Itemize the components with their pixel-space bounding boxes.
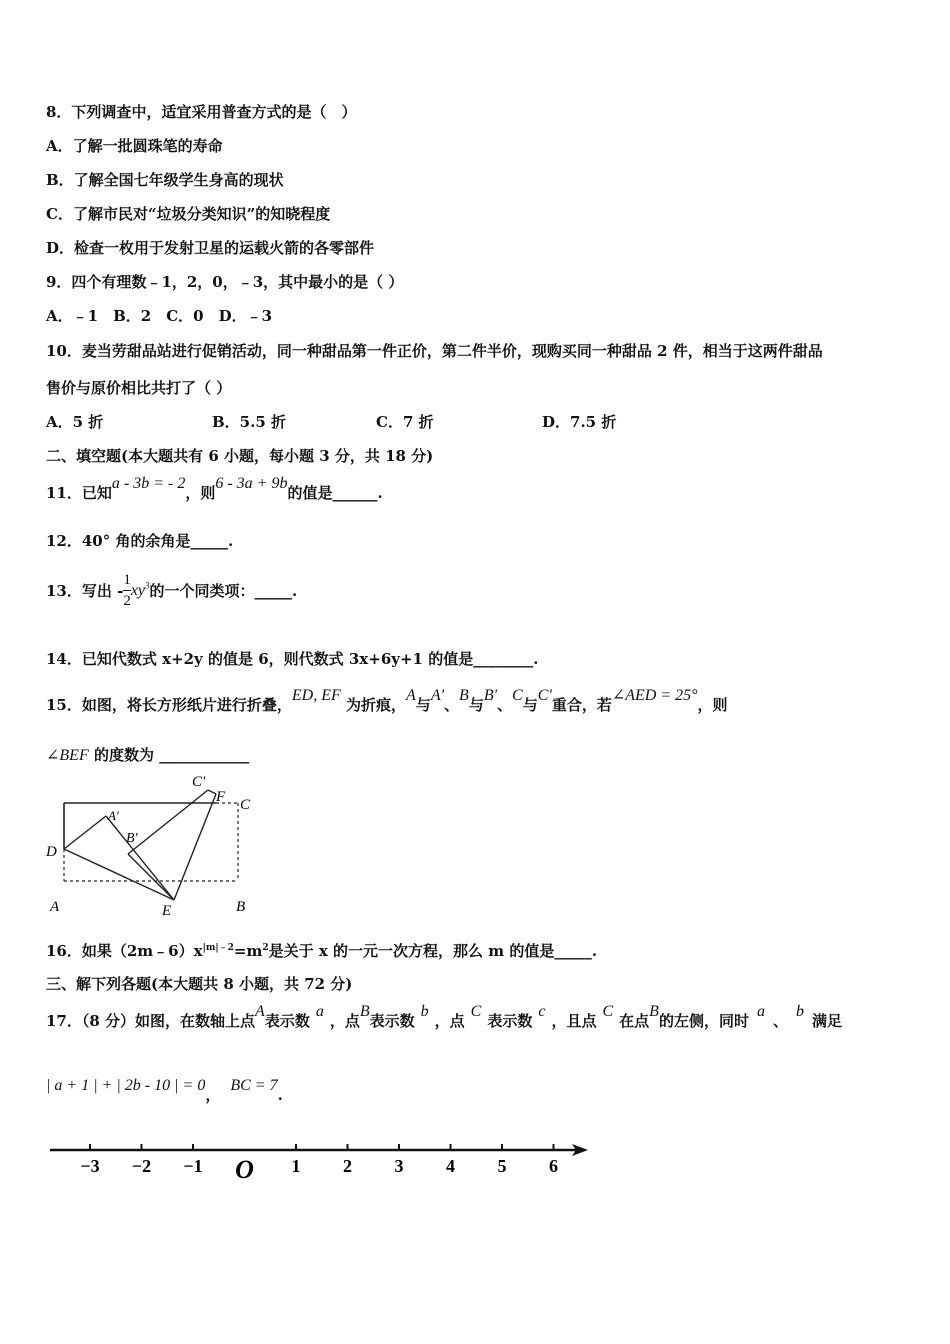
tick-label: 1 — [291, 1156, 301, 1176]
q11-expression: 6 - 3a + 9b — [215, 475, 288, 492]
number-line — [40, 1130, 600, 1190]
q15-text1: 为折痕， — [346, 696, 407, 714]
q15-angle-bef: ∠BEF — [46, 747, 89, 764]
tick-label: 5 — [497, 1156, 507, 1176]
q15-prefix: 15．如图，将长方形纸片进行折叠， — [46, 696, 292, 714]
q17-point-c2: C — [602, 1003, 614, 1020]
fold-fc1 — [208, 790, 216, 794]
q15-yu3: 与 — [522, 696, 538, 714]
q8-option-c: C．了解市民对“垃圾分类知识”的知晓程度 — [46, 205, 331, 223]
q17-text5: ，点 — [434, 1012, 465, 1030]
q17-text8: 在点 — [619, 1012, 650, 1030]
label-a: A — [50, 899, 60, 915]
q13-denominator: 2 — [123, 590, 131, 611]
q8-stem: 8．下列调查中，适宜采用普查方式的是（ ） — [46, 103, 357, 121]
q17-text10: 、 — [772, 1012, 788, 1030]
q17-var-b: b — [420, 1003, 429, 1020]
q11-mid: ，则 — [185, 484, 216, 502]
q9-options: A．﹣1 B．2 C．0 D．﹣3 — [46, 307, 273, 325]
crease-de — [64, 849, 174, 900]
crease-ef — [174, 794, 216, 900]
q15-point-b: B — [459, 687, 469, 704]
q17-text11: 满足 — [811, 1012, 842, 1030]
q9-stem: 9．四个有理数﹣1，2，0，﹣3，其中最小的是（ ） — [46, 273, 404, 291]
q17-var-b2: b — [795, 1003, 804, 1020]
q15-point-b1: B' — [483, 687, 498, 704]
q15-text3: ，则 — [697, 696, 728, 714]
q11-suffix: 的值是______. — [287, 484, 383, 502]
fold-da1 — [64, 816, 106, 849]
q10-stem-line1: 10．麦当劳甜品站进行促销活动，同一种甜品第一件正价，第二件半价，现购买同一种甜品 2 件，相当于这两件甜品 — [46, 342, 823, 360]
q15-text2: 重合，若 — [551, 696, 612, 714]
q10-option-a: A．5 折 — [46, 413, 104, 431]
q8-option-a: A．了解一批圆珠笔的寿命 — [46, 137, 223, 155]
q17-text9: 的左侧，同时 — [658, 1012, 749, 1030]
label-b: B — [236, 899, 246, 915]
q17-var-c: c — [538, 1003, 546, 1020]
q13-numerator: 1 — [123, 572, 131, 588]
q16-exponent: |m|﹣2 — [202, 943, 234, 953]
q15-point-c: C — [512, 687, 523, 704]
q15-yu2: 与 — [468, 696, 484, 714]
q17-text7: ，且点 — [551, 1012, 597, 1030]
q17-var-a2: a — [756, 1003, 765, 1020]
q11-prefix: 11．已知 — [46, 484, 112, 502]
label-f: F — [216, 789, 226, 805]
q17-comma: ， — [205, 1086, 221, 1104]
q8-option-d: D．检查一枚用于发射卫星的运载火箭的各零部件 — [46, 239, 375, 257]
q17-var-a: a — [315, 1003, 324, 1020]
q17-line2 — [46, 1075, 283, 1104]
tick-label: −1 — [183, 1156, 203, 1176]
q11 — [46, 475, 383, 504]
label-c1: C′ — [192, 774, 206, 790]
q15-line2 — [46, 745, 249, 766]
q15-sep2: 、 — [497, 696, 513, 714]
fold-b1e — [128, 854, 174, 900]
q13-variable: $xy^3$ — [130, 580, 150, 600]
q16-prefix: 16．如果（2m﹣6）x — [46, 942, 203, 960]
q15-folding-figure — [40, 770, 270, 920]
q15-yu1: 与 — [415, 696, 431, 714]
q11-condition: a - 3b = - 2 — [111, 475, 186, 492]
q17-condition: | a + 1 | + | 2b - 10 | = 0 — [46, 1077, 206, 1094]
q8-option-b: B．了解全国七年级学生身高的现状 — [46, 171, 284, 189]
q13-exponent: 3 — [145, 580, 150, 591]
section3-heading: 三、解下列各题(本大题共 8 小题，共 72 分) — [46, 975, 353, 993]
q13-suffix: 的一个同类项：_____. — [149, 582, 298, 600]
q17-point-b: B — [359, 1003, 370, 1020]
q15-sep1: 、 — [444, 696, 460, 714]
label-b1: B′ — [126, 831, 138, 846]
q17-dot: . — [277, 1086, 283, 1104]
q17-text2: 表示数 — [264, 1012, 310, 1030]
q15-line1 — [46, 687, 728, 716]
tick-label: 4 — [446, 1156, 455, 1176]
q14: 14．已知代数式 x+2y 的值是 6，则代数式 3x+6y+1 的值是________. — [46, 650, 539, 668]
q17-point-a: A — [255, 1003, 265, 1020]
q13-fraction — [123, 570, 131, 611]
label-c: C — [240, 797, 251, 813]
tick-label: 3 — [394, 1156, 404, 1176]
q15-point-a1: A' — [430, 687, 445, 704]
q16-exponent2: 2 — [262, 943, 269, 953]
q13-prefix: 13．写出 - — [46, 582, 124, 600]
q15-point-a: A — [406, 687, 416, 704]
tick-label: −3 — [80, 1156, 100, 1176]
q17-text3: ，点 — [329, 1012, 360, 1030]
q10-option-d: D．7.5 折 — [542, 413, 617, 431]
q10-stem-line2: 售价与原价相比共打了（ ） — [46, 379, 232, 397]
q17-text1: 17．（8 分）如图，在数轴上点 — [46, 1012, 256, 1030]
q17-bc: BC = 7 — [230, 1077, 278, 1094]
q12: 12．40° 角的余角是_____. — [46, 532, 234, 550]
label-d: D — [46, 844, 57, 860]
q16-mid: =m — [233, 942, 263, 960]
q15-point-c1: C' — [537, 687, 552, 704]
q17-point-b2: B — [649, 1003, 659, 1020]
q15-text4: 的度数为 ____________ — [93, 746, 250, 764]
tick-label: 2 — [343, 1156, 352, 1176]
q15-angle-aed: ∠AED = 25° — [611, 687, 698, 704]
q17-point-c: C — [470, 1003, 482, 1020]
q15-creases: ED, EF — [291, 687, 341, 704]
section2-heading: 二、填空题(本大题共有 6 小题，每小题 3 分，共 18 分) — [46, 447, 434, 465]
q10-option-c: C．7 折 — [376, 413, 434, 431]
q10-option-b: B．5.5 折 — [212, 413, 286, 431]
q16-suffix: 是关于 x 的一元一次方程，那么 m 的值是_____. — [268, 942, 598, 960]
q13 — [46, 570, 297, 611]
tick-label: −2 — [131, 1156, 152, 1176]
label-e: E — [162, 903, 172, 919]
tick-label: 6 — [549, 1156, 558, 1176]
q17-text4: 表示数 — [369, 1012, 415, 1030]
tick-label: O — [235, 1155, 254, 1184]
q17-line1 — [46, 1003, 842, 1032]
fold-a1e — [106, 816, 174, 900]
label-a1: A′ — [108, 808, 119, 823]
q16 — [46, 938, 597, 961]
q17-text6: 表示数 — [487, 1012, 533, 1030]
